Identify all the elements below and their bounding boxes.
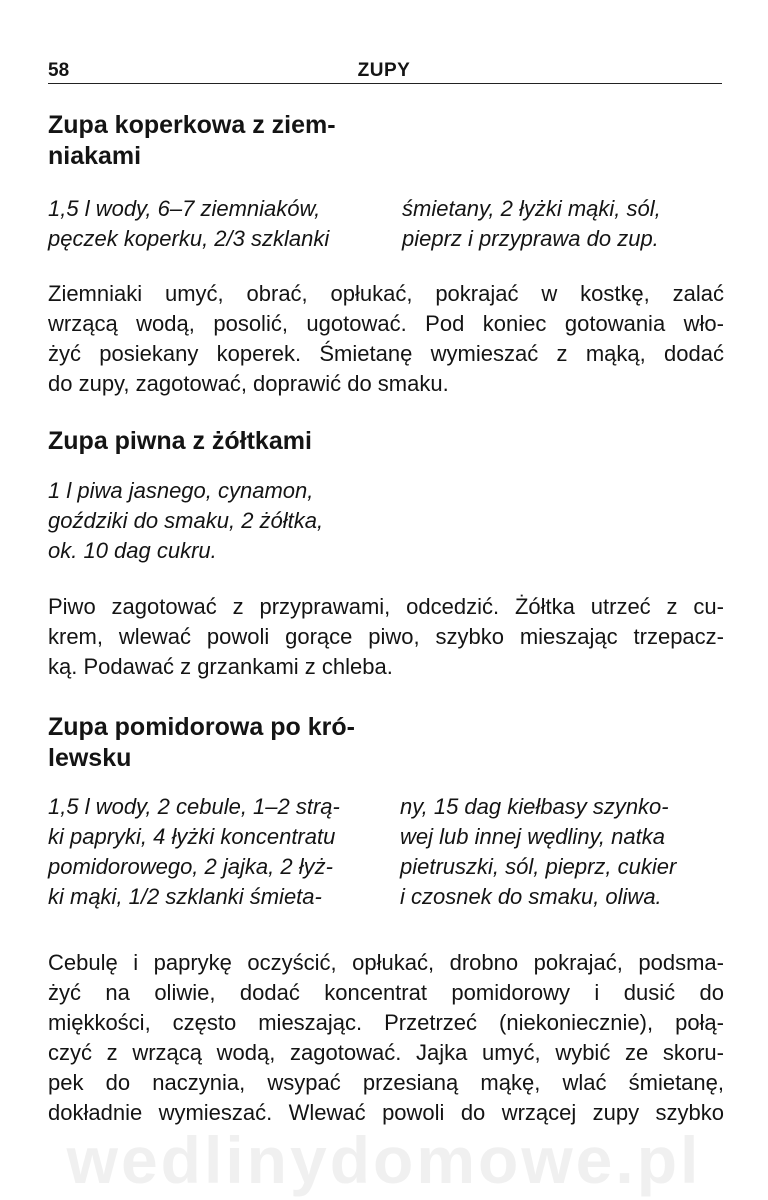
page-number: 58: [48, 60, 70, 81]
ingredients-right: śmietany, 2 łyżki mąki, sól, pieprz i przyprawa do zup.: [402, 196, 661, 251]
section-title: ZUPY: [357, 60, 411, 81]
recipe-instructions: Piwo zagotować z przyprawami, odcedzić. Żółtka utrzeć z cu- krem, wlewać powoli gorące piwo, szybko mieszając trzepacz- ką. Podawać z grzankami z chleba.: [48, 594, 724, 679]
ingredients-right: ny, 15 dag kiełbasy szynko- wej lub innej wędliny, natka pietruszki, sól, pieprz, cukier i czosnek do smaku, oliwa.: [400, 794, 677, 909]
recipe-instructions: Ziemniaki umyć, obrać, opłukać, pokrajać w kostkę, zalać wrzącą wodą, posolić, ugotować. Pod koniec gotowania wło- żyć posiekany koperek. Śmietanę wymieszać z mąką, dodać do zupy, zagotować, doprawić do smaku.: [48, 281, 724, 396]
title-line: Zupa piwna z żółtkami: [48, 427, 312, 455]
watermark: wedlinydomowe.pl: [66, 1123, 702, 1197]
recipe-title: [48, 110, 336, 172]
title-line: Zupa pomidorowa po kró-: [48, 713, 355, 741]
recipe-instructions: Cebulę i paprykę oczyścić, opłukać, drobno pokrajać, podsma- żyć na oliwie, dodać koncentrat pomidorowy i dusić do miękkości, często mieszając. Przetrzeć (niekoniecznie), połą- czyć z wrzącą wodą, zagotować. Jajka umyć, wybić ze skoru- pek do naczynia, wsypać przesianą mąkę, wlać śmietanę, dokładnie wymieszać. Wlewać powoli do wrzącej zupy szybko: [48, 950, 724, 1125]
header-rule: [48, 83, 722, 84]
ingredients-left: 1,5 l wody, 2 cebule, 1–2 strą- ki papryki, 4 łyżki koncentratu pomidorowego, 2 jajka, 2 łyż- ki mąki, 1/2 szklanki śmieta-: [48, 794, 340, 909]
title-line: Zupa koperkowa z ziem-: [48, 111, 336, 139]
title-line: niakami: [48, 142, 142, 170]
ingredients-list: 1 l piwa jasnego, cynamon, goździki do smaku, 2 żółtka, ok. 10 dag cukru.: [48, 478, 324, 563]
recipe-title: [48, 712, 355, 774]
ingredients-left: 1,5 l wody, 6–7 ziemniaków, pęczek koperku, 2/3 szklanki: [48, 196, 330, 251]
title-line: lewsku: [48, 744, 132, 772]
recipe-title: [48, 426, 312, 457]
